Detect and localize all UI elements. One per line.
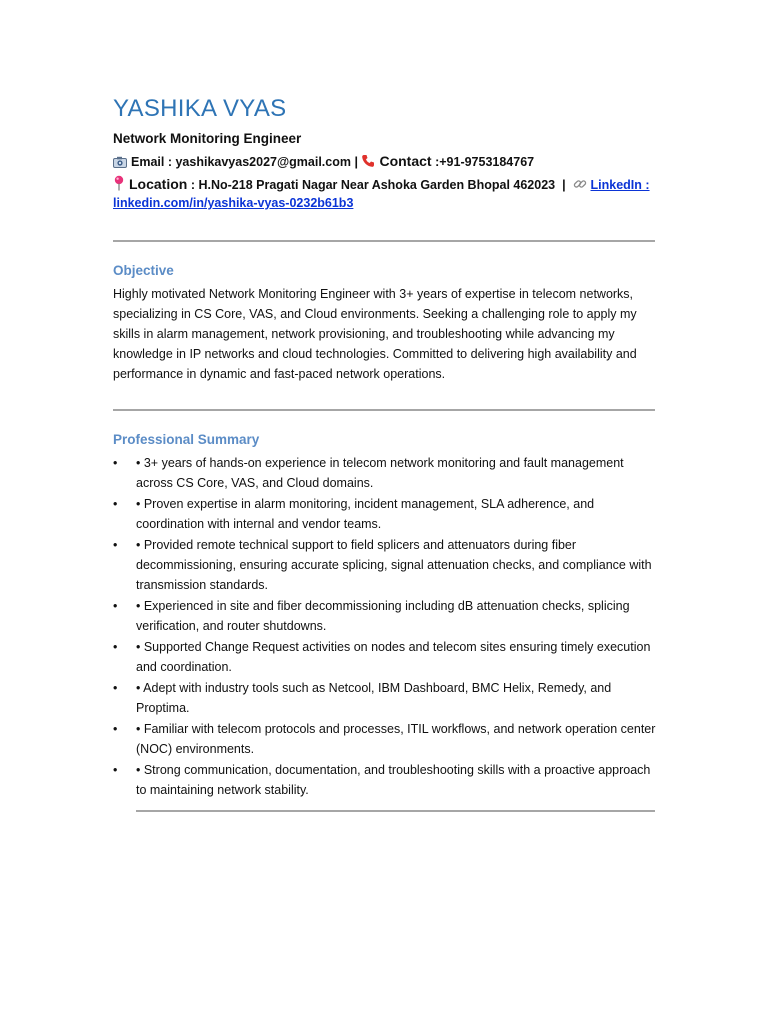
list-item-text: • Provided remote technical support to field splicers and attenuators during fiber decommissioning, ensuring accurate splicing, signal attenuation checks, and compliance with transmission standards. — [136, 538, 652, 592]
email-value[interactable]: yashikavyas2027@gmail.com — [175, 155, 351, 169]
bullet: • — [113, 538, 118, 552]
location-colon: : — [190, 178, 195, 192]
bullet: • — [113, 722, 118, 736]
bullet: • — [113, 763, 118, 777]
bullet: • — [113, 681, 118, 695]
candidate-name: YASHIKA VYAS — [113, 95, 287, 122]
section-divider — [113, 240, 655, 242]
list-item — [113, 453, 658, 493]
separator: | — [354, 155, 358, 169]
objective-text: Highly motivated Network Monitoring Engineer with 3+ years of expertise in telecom networks, specializing in CS Core, VAS, and Cloud environments. Seeking a challenging role to apply my skills in alarm management, network provisioning, and troubleshooting while advancing my knowledge in IP networks and cloud technologies. Committed to delivering high availability and performance in dynamic and fast-paced network operations. — [113, 287, 637, 381]
linkedin-label[interactable]: LinkedIn : — [590, 178, 650, 192]
list-item — [113, 678, 658, 718]
separator: | — [562, 178, 566, 192]
list-item-text: • Strong communication, documentation, and troubleshooting skills with a proactive approach to maintaining network stability. — [136, 763, 651, 797]
section-divider — [136, 810, 655, 812]
list-item — [113, 535, 658, 595]
objective-heading: Objective — [113, 263, 174, 278]
list-item — [113, 494, 658, 534]
bullet: • — [113, 456, 118, 470]
camera-icon — [113, 156, 127, 171]
contact-line — [113, 153, 534, 171]
pin-icon — [113, 175, 125, 194]
linkedin-url[interactable]: linkedin.com/in/yashika-vyas-0232b61b3 — [113, 196, 354, 210]
list-item — [113, 719, 658, 759]
list-item — [113, 760, 658, 800]
summary-heading: Professional Summary — [113, 432, 260, 447]
contact-colon: : — [435, 155, 440, 169]
summary-list — [113, 453, 658, 801]
list-item-text: • 3+ years of hands-on experience in telecom network monitoring and fault management across CS Core, VAS, and Cloud domains. — [136, 456, 624, 490]
list-item-text: • Proven expertise in alarm monitoring, incident management, SLA adherence, and coordination with internal and vendor teams. — [136, 497, 595, 531]
list-item — [113, 637, 658, 677]
bullet: • — [113, 497, 118, 511]
contact-label: Contact — [379, 153, 432, 169]
phone-value[interactable]: +91-9753184767 — [439, 155, 535, 169]
list-item — [113, 596, 658, 636]
linkedin-url-line — [113, 196, 353, 210]
job-title: Network Monitoring Engineer — [113, 131, 302, 146]
location-line — [113, 175, 650, 194]
location-value: H.No-218 Pragati Nagar Near Ashoka Garden Bhopal 462023 — [198, 178, 556, 192]
bullet: • — [113, 640, 118, 654]
list-item-text: • Familiar with telecom protocols and processes, ITIL workflows, and network operation center (NOC) environments. — [136, 722, 656, 756]
link-icon — [573, 177, 587, 194]
bullet: • — [113, 599, 118, 613]
list-item-text: • Experienced in site and fiber decommissioning including dB attenuation checks, splicing verification, and router shutdowns. — [136, 599, 630, 633]
section-divider — [113, 409, 655, 411]
list-item-text: • Supported Change Request activities on nodes and telecom sites ensuring timely execution and coordination. — [136, 640, 651, 674]
email-label: Email : — [131, 155, 172, 169]
list-item-text: • Adept with industry tools such as Netcool, IBM Dashboard, BMC Helix, Remedy, and Proptima. — [136, 681, 612, 715]
phone-icon — [361, 154, 375, 171]
location-label: Location — [129, 176, 188, 192]
